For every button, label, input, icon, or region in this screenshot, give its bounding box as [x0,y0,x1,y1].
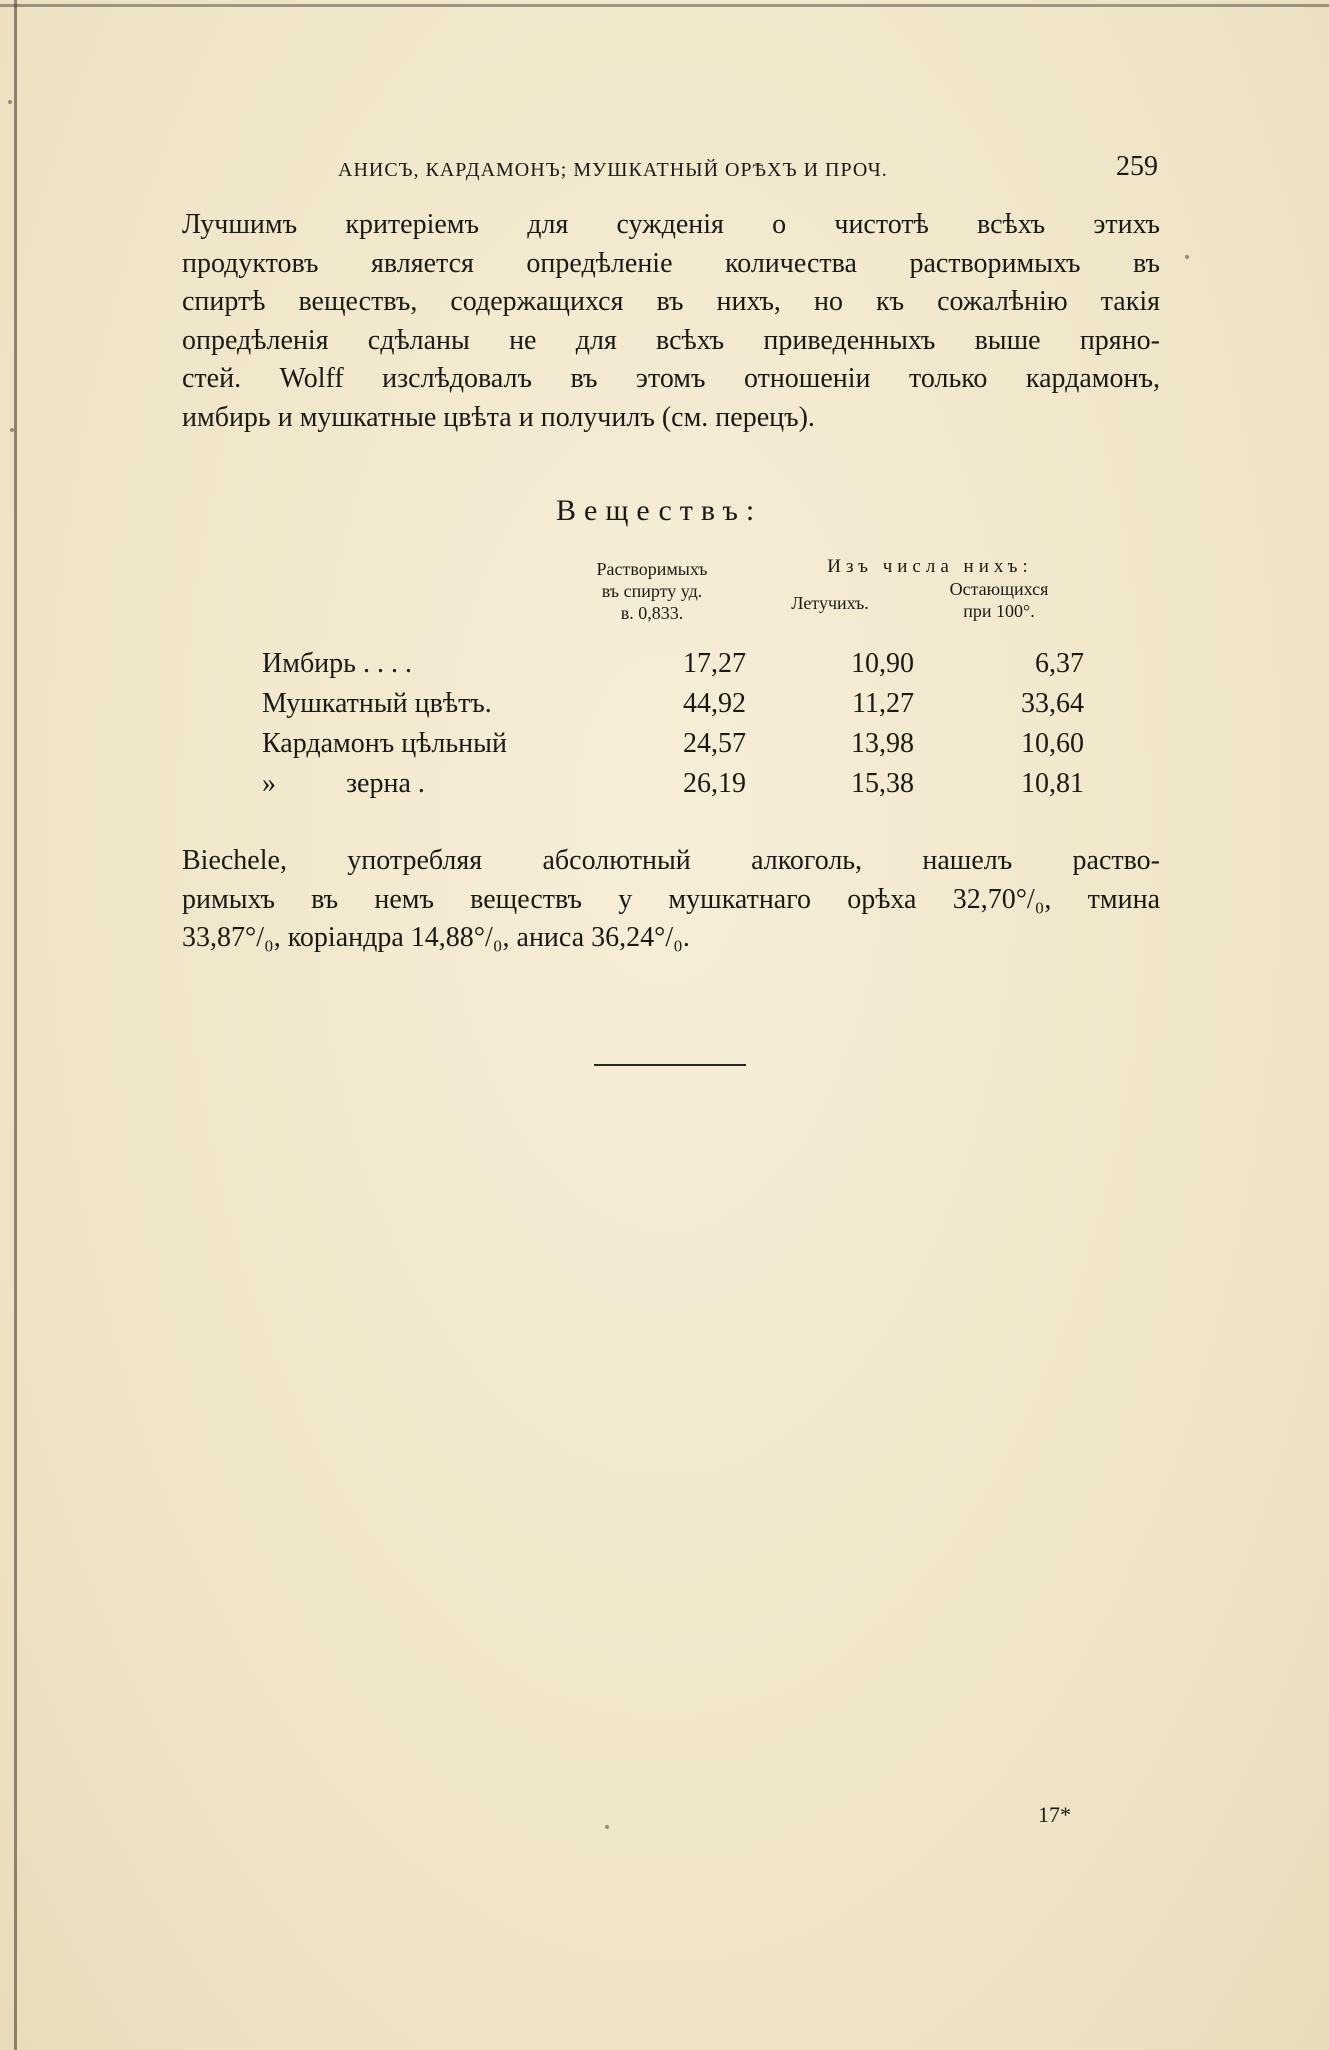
paragraph-2-line: римыхъ въ немъ веществъ у мушкатнаго орѣха 32,70°/₀, тмина [182,883,1160,915]
row-name: Мушкатный цвѣтъ. [262,688,492,719]
table-heading: Веществъ: [556,494,763,527]
speck [1185,255,1189,259]
column-header-residue [924,578,1074,622]
paragraph-1-line: имбирь и мушкатные цвѣта и получилъ (см. перецъ). [182,401,815,433]
row-residue: 6,37 [1035,648,1084,679]
paragraph-1 [182,206,1160,437]
column-header-soluble-line: Растворимыхъ [596,559,708,579]
table-row [262,728,1084,768]
row-name: » зерна . [262,768,425,799]
row-residue: 10,60 [1021,728,1084,759]
row-residue: 33,64 [1021,688,1084,719]
row-volatile: 11,27 [852,688,914,719]
row-soluble: 44,92 [683,688,746,719]
paragraph-1-line: продуктовъ является опредѣленіе количества растворимыхъ въ [182,247,1160,279]
paragraph-1-line: Лучшимъ критеріемъ для сужденія о чистотѣ всѣхъ этихъ [182,209,1160,240]
row-name: Имбирь . . . . [262,648,412,679]
column-header-soluble-line: в. 0,833. [620,603,684,623]
row-volatile: 10,90 [851,648,914,679]
table-row [262,688,1084,728]
column-group-header: Изъ числа нихъ: [827,556,1033,577]
column-header-soluble-line: въ спирту уд. [601,581,703,601]
page-number: 259 [1116,151,1158,182]
table-row [262,768,1084,808]
running-title: АНИСЪ, КАРДАМОНЪ; МУШКАТНЫЙ ОРѢХЪ И ПРОЧ. [338,159,888,181]
page-edge-top [0,4,1329,7]
page-edge-left [14,0,17,2050]
speck [10,428,14,432]
page-header [238,151,1158,189]
signature-mark: 17* [1038,1802,1071,1827]
row-volatile: 15,38 [851,768,914,799]
paragraph-2-line: 33,87°/₀, коріандра 14,88°/₀, аниса 36,24°/₀. [182,922,690,953]
paragraph-1-line: стей. Wolff изслѣдовалъ въ этомъ отношеніи только кардамонъ, [182,363,1160,394]
column-header-volatile: Летучихъ. [791,593,869,613]
column-header-residue-line: при 100°. [963,601,1035,621]
table-row [262,648,1084,688]
column-header-soluble [562,558,742,624]
paragraph-1-line: опредѣленія сдѣланы не для всѣхъ приведенныхъ выше пряно- [182,324,1160,356]
row-volatile: 13,98 [851,728,914,759]
speck [8,100,12,104]
speck [605,1825,609,1829]
column-header-residue-line: Остающихся [949,579,1049,599]
row-soluble: 24,57 [683,728,746,759]
row-residue: 10,81 [1021,768,1084,799]
row-soluble: 26,19 [683,768,746,799]
row-name: Кардамонъ цѣльный [262,728,507,759]
paragraph-2-line: Biechele, употребляя абсолютный алкоголь, нашелъ раство- [182,845,1160,876]
paragraph-2 [182,842,1160,958]
row-soluble: 17,27 [683,648,746,679]
section-divider [594,1064,746,1066]
paragraph-1-line: спиртѣ веществъ, содержащихся въ нихъ, но къ сожалѣнію такія [182,286,1160,317]
